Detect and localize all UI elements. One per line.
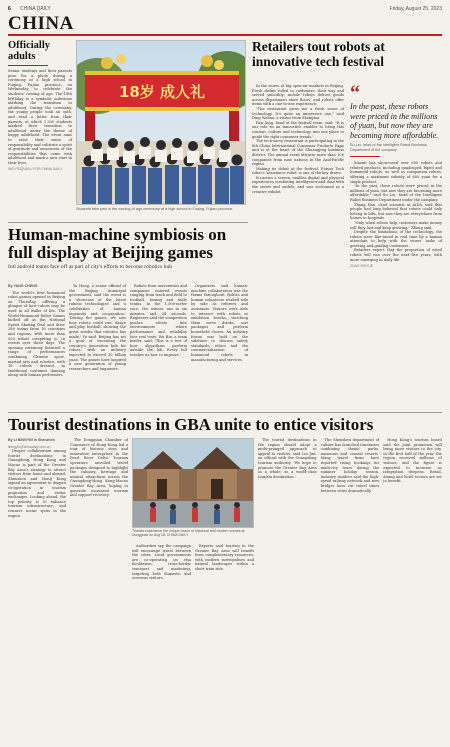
robot-games-headline: Human-machine symbiosis on full display at Beijing games bbox=[8, 225, 227, 262]
retail-paragraph: Making its debut at the festival, Future Tech robot's 'assistance robot' is one of the key draws. bbox=[252, 166, 344, 176]
robot-games-column bbox=[8, 284, 65, 378]
tourist-paragraph: Deeper collaboration among tourist destinations in Guangdong, Hong Kong and Macao is part of the Greater Bay Area's strategy to attract visitors from home and abroad. Shenzhen and Hong Kong signed an agreement to deepen co-operation in tourism promotion and visitor exchanges. Looking ahead, the top priority is to enhance tourism infrastructure, and connect scenic spots in the region. bbox=[8, 449, 66, 518]
tourist-paragraph: Experts said tourism in the Greater Bay Area will benefit from complementary resources, with modern metropolises and natural landscapes within a short train ride. bbox=[195, 544, 254, 571]
robot-games-paragraph: The world's first humanoid robot games opened in Beijing on Thursday, offering a glimpse of how robots may be used in all walks of life. The World Humanoid Robot Games kicked off at the National Speed Skating Oval and drew 280 teams from 16 countries and regions, with more than 500 robots competing in 26 events over three days. The opening ceremony featured a range of performances combining Chinese sport, martial arts and robotics, with 16 robots dressed in traditional costumes dancing along with human performers. bbox=[8, 290, 65, 378]
tourist-paragraph: The tourist destinations in the region should adopt a multi-pronged approach to appeal to visitors, said Liu Jun, an official with the Guangdong tourism authority. 'We hope to promote the Greater Bay Area as a whole, as a world-class tourism destination.' bbox=[258, 438, 317, 479]
robot-games-body bbox=[8, 284, 248, 378]
publication-name: CHINA DAILY bbox=[20, 6, 51, 12]
retail-byline: ZHAO SHIYUE bbox=[350, 264, 373, 269]
sidebar-body: Senior students and their parents pose for a photo during a ceremony at a high school in Fuqing, Fujian province, on Wednesday to celebrate the students' coming of age. The 18th birthday is a symbolic milestone marking the transition to adulthood. During the ceremony, the young people took an oath, and read a letter from their parents, at which 1,200 students marked their transition to adulthood under the theme of happy adulthood. The event aims to raise their sense of responsibility and cultivate a spirit of gratitude and awareness of the responsibilities that come with adulthood and mark a new start in their lives. bbox=[8, 69, 72, 165]
tourist-column bbox=[195, 544, 254, 581]
retail-paragraph: In the stores at big open-air markets in Beijing. Fresh dishes rolled to customers: their way and served smoothly; mobile robots deliver goods across department store floors; and robots offer items with a one-to-one experience. bbox=[252, 84, 344, 107]
dongguan-caption-text: Tourists experience the unique charm of historical and modern scenes at Dongguan on Aug 18. bbox=[132, 529, 245, 538]
sidebar-credit: WEI PEIQUAN / FOR CHINA DAILY bbox=[8, 167, 63, 172]
robot-games-paragraph: Yu Hong, a senior official of the Beijing municipal government, said the event is a 'showcase of the latest robotic technologies' and 'a celebration of human ingenuity and cooperation.' 'During the games, we saw how robots could run, dance and play football, showing the great strides that robotics has made,' Yu said. Beijing has set a goal of becoming the country's innovation hub for robots, with an industry expected to exceed 30 billion yuan. The games have inspired a new generation of young researchers and engineers. bbox=[69, 284, 126, 371]
robot-games-paragraph: Organizers said human-machine collaboration was the theme throughout. Robots and human volunteers worked side by side as referees and assistants. Visitors were able to interact with robots at exhibition booths, watching them serve drinks, sort packages and perform household chores. An industry forum was held on the sidelines to discuss safety standards, ethics and the commercialization of humanoid robots in manufacturing and services. bbox=[191, 284, 248, 362]
retail-paragraph: Xiaomi has showcased over 600 robots and related products, including quadruped, biped and humanoid robots, as well as companion robots, offering a maximum subsidy of 600 yuan for a single product. bbox=[350, 161, 442, 184]
issue-date: Friday, August 25, 2023 bbox=[389, 6, 442, 12]
retail-headline: Retailers tout robots at innovative tech festival bbox=[252, 39, 385, 69]
tourist-byline: By LI BINGYIN in Shenzhen bbox=[8, 438, 55, 442]
retail-paragraph: "In the past, these robots were priced in the millions of yuan, but now they are becoming more affordable," said Su Lei, head of the Intelligent Robot Business Department under the company. bbox=[350, 184, 442, 202]
tourist-column bbox=[258, 438, 317, 493]
tourist-column bbox=[70, 438, 128, 518]
tourist-middle-columns bbox=[132, 544, 254, 581]
robot-games-paragraph: Robots from universities and companies entered events ranging from track and field to football, boxing and table tennis. In the 1,500-meter race, the winner ran in six minutes and 34 seconds. Engineers said the competition pushes robots into environments where performance and reliability face real tests. Wu Bin, a team leader, said: 'This is a test of how algorithms perform outside the lab. Every fall teaches us how to improve.' bbox=[130, 284, 187, 357]
sidebar-story bbox=[8, 40, 72, 171]
robot-games-column bbox=[130, 284, 187, 378]
dongguan-photo bbox=[132, 438, 254, 528]
section-title: CHINA bbox=[8, 13, 74, 34]
tourist-column bbox=[132, 544, 191, 581]
retail-paragraph: The tech-savvy restaurant is participating in the 8th China International Consumer Products Expo and is at the heart of the Shuangjing business district. The annual event attracts more than 100 companies from nine nations in the Asia-Pacific region. bbox=[252, 139, 345, 167]
sidebar-rule bbox=[8, 65, 48, 66]
tourist-contact: libingyin@chinadaily.com.cn bbox=[8, 444, 51, 449]
dongguan-photo-caption bbox=[132, 529, 254, 538]
page-number: 6 bbox=[8, 6, 11, 12]
ceremony-photo-caption: Students take part in the coming of age ceremony at a high school in Fuqing, Fujian province. bbox=[76, 207, 234, 211]
story-divider bbox=[8, 222, 248, 223]
section-rule bbox=[8, 34, 442, 36]
tourist-right-columns bbox=[258, 438, 442, 493]
arch-banner: 18岁 成人礼 bbox=[118, 83, 206, 101]
sidebar-headline: Officially adults bbox=[8, 40, 50, 62]
tourist-left-columns bbox=[8, 438, 128, 518]
retail-paragraph: Retailers expect that the proportion of retail robots will rise over the next five years, with more emerging in daily life. bbox=[350, 248, 442, 262]
retail-column-2-text bbox=[350, 161, 442, 262]
robot-games-byline: By YANG CHENG bbox=[8, 284, 38, 288]
tourist-paragraph: The Shenzhen department of culture has launched itineraries combining theme parks, museums and coastal resorts. Many travel firms have reported rising bookings for multi-city tours during the summer holiday season. Industry insiders said the high-speed railway network and new bridges have cut travel times between cities dramatically. bbox=[320, 438, 380, 493]
tourist-column bbox=[8, 438, 66, 518]
pull-quote: In the past, these robots were priced in the millions of yuan, but now they are becoming more affordable. bbox=[350, 102, 439, 140]
tourist-paragraph: The Dongguan Chamber of Commerce of Hong Kong led a tour of historic sites and innovative enterprises in the Pearl River Delta. Tourism operators unveiled travel packages designed to highlight the culinary, heritage and natural attractions across the Guangdong-Hong Kong-Macao Greater Bay Area, hoping to generate increased tourism and support recovery. bbox=[70, 438, 128, 498]
tourist-paragraph: Authorities say the campaign will encourage travel between the cities. Local governments are co-operating on visa facilitation, cross-border transport and marketing, targeting both domestic and overseas visitors. bbox=[132, 544, 191, 581]
retail-paragraph: Despite the limitations of the technology, the robots were fine-tuned in real time by a human attendant to help with the stores' tasks of greeting and guiding customers. bbox=[350, 230, 442, 248]
retail-paragraph: Zhang Han, chief scientist at AIDA, said that people had long believed that robots could only belong in labs, but now they are everywhere from homes to hospitals. bbox=[350, 202, 442, 221]
quote-rule bbox=[350, 156, 380, 157]
retail-paragraph: "Only when robots help customers make money will they last and keep growing," Zhang said. bbox=[350, 220, 442, 230]
tourist-headline: Tourist destinations in GBA unite to entice visitors bbox=[8, 415, 374, 434]
retail-column-2 bbox=[350, 82, 442, 269]
tourist-column bbox=[383, 438, 442, 493]
tourist-column bbox=[321, 438, 380, 493]
robot-games-column bbox=[191, 284, 248, 378]
ceremony-photo bbox=[76, 40, 246, 205]
retail-paragraph: "The restaurant gives me a fresh sense of technology. It's quite an immersive one," said Ding Wenna, a visitor from Shanghai. bbox=[252, 106, 344, 121]
retail-column-1 bbox=[252, 84, 344, 194]
quote-mark-icon: “ bbox=[350, 82, 360, 104]
tourist-paragraph: Hong Kong's tourism board said the joint promotion will bring more visitors to the city. In the first half of the year, the region received millions of visitors, and the figure is expected to increase as integration deepens. Retail, dining and hotel sectors are set to benefit. bbox=[383, 438, 442, 484]
robot-games-column bbox=[69, 284, 126, 378]
pull-quote-attribution: Su Lei, head of the Intelligent Robot Business Department of the company bbox=[350, 143, 427, 152]
retail-paragraph: It carries a screen, enables digital and physical experiences combining intelligence and data with the stores and outlets, and was welcomed as a creative exhibit. bbox=[252, 175, 344, 194]
robot-games-subhead: Intl android teams face off as part of city's efforts to become robotics hub bbox=[8, 264, 173, 270]
story-divider bbox=[8, 412, 442, 413]
dongguan-photo-credit: CHINA DAILY bbox=[166, 533, 189, 538]
retail-paragraph: Ren Xing, head of the festival team, said: "It is our role as an innovative enabler to bring this content, culture and technology into one place to guide the right consumer trends." bbox=[252, 120, 344, 139]
